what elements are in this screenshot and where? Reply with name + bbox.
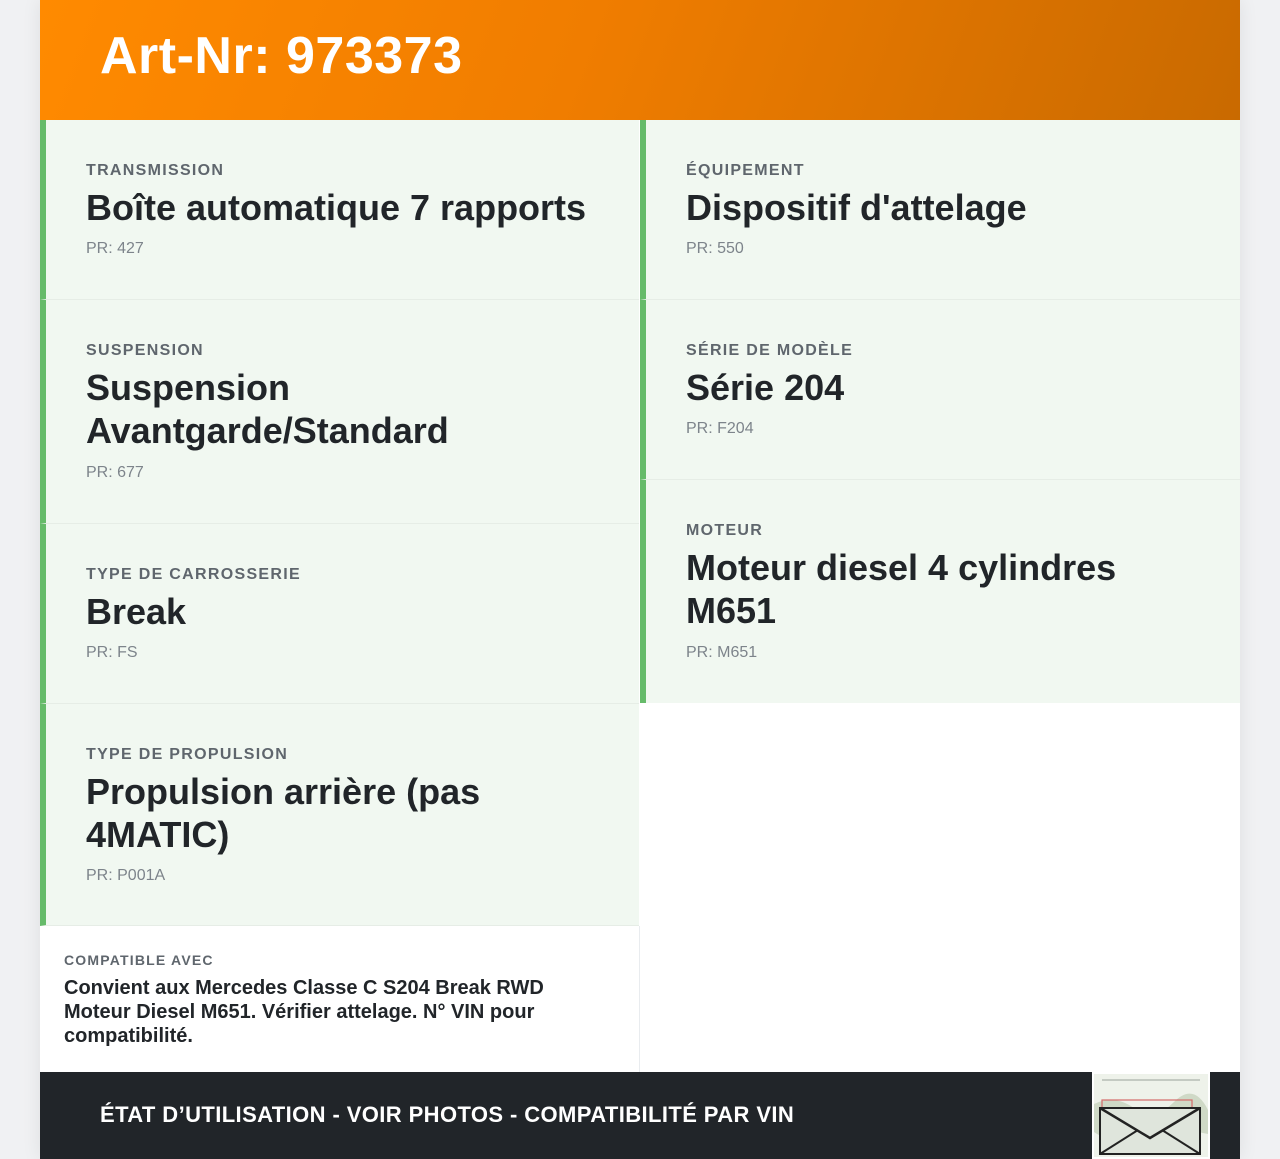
envelope-photo-icon bbox=[1094, 1074, 1208, 1157]
spec-pr-code: PR: 677 bbox=[86, 464, 144, 481]
compatibility-label: COMPATIBLE AVEC bbox=[64, 952, 214, 968]
spec-pr-code: PR: 550 bbox=[686, 240, 744, 257]
spec-pr-code: PR: F204 bbox=[686, 420, 754, 437]
spec-label: SÉRIE DE MODÈLE bbox=[686, 342, 854, 359]
page-title: Art-Nr: 973373 bbox=[100, 27, 463, 85]
spec-suspension bbox=[40, 300, 639, 524]
spec-value: Propulsion arrière (pas 4MATIC) bbox=[86, 771, 481, 855]
spec-pr-code: PR: 427 bbox=[86, 240, 144, 257]
spec-label: ÉQUIPEMENT bbox=[686, 162, 805, 179]
spec-value: Boîte automatique 7 rapports bbox=[86, 187, 587, 228]
spec-pr-code: PR: P001A bbox=[86, 867, 166, 884]
spec-label: TYPE DE PROPULSION bbox=[86, 746, 289, 763]
spec-model-series bbox=[640, 300, 1240, 480]
spec-drive-type bbox=[40, 704, 639, 926]
spec-equipment bbox=[640, 120, 1240, 300]
footer-bar bbox=[40, 1072, 1240, 1159]
spec-label: TYPE DE CARROSSERIE bbox=[86, 566, 301, 583]
spec-value: Dispositif d'attelage bbox=[686, 187, 1027, 228]
product-photo-thumbnail[interactable] bbox=[1092, 1072, 1210, 1159]
spec-label: SUSPENSION bbox=[86, 342, 204, 359]
spec-value: Break bbox=[86, 591, 187, 632]
spec-label: MOTEUR bbox=[686, 522, 764, 539]
spec-body-type bbox=[40, 524, 639, 704]
spec-label: TRANSMISSION bbox=[86, 162, 225, 179]
compatibility-text: Convient aux Mercedes Classe C S204 Break RWD Moteur Diesel M651. Vérifier attelage. N° VIN pour compatibilité. bbox=[64, 977, 544, 1047]
header-banner bbox=[40, 0, 1240, 120]
spec-value: Série 204 bbox=[686, 367, 845, 408]
footer-text: ÉTAT D’UTILISATION - VOIR PHOTOS - COMPATIBILITÉ PAR VIN bbox=[100, 1102, 795, 1127]
compatibility-section bbox=[40, 926, 640, 1072]
spec-value: Moteur diesel 4 cylindres M651 bbox=[686, 547, 1117, 631]
spec-transmission bbox=[40, 120, 639, 300]
product-card bbox=[40, 0, 1240, 1159]
spec-pr-code: PR: FS bbox=[86, 644, 138, 661]
spec-value: Suspension Avantgarde/Standard bbox=[86, 367, 449, 451]
spec-engine bbox=[640, 480, 1240, 703]
spec-pr-code: PR: M651 bbox=[686, 644, 758, 661]
